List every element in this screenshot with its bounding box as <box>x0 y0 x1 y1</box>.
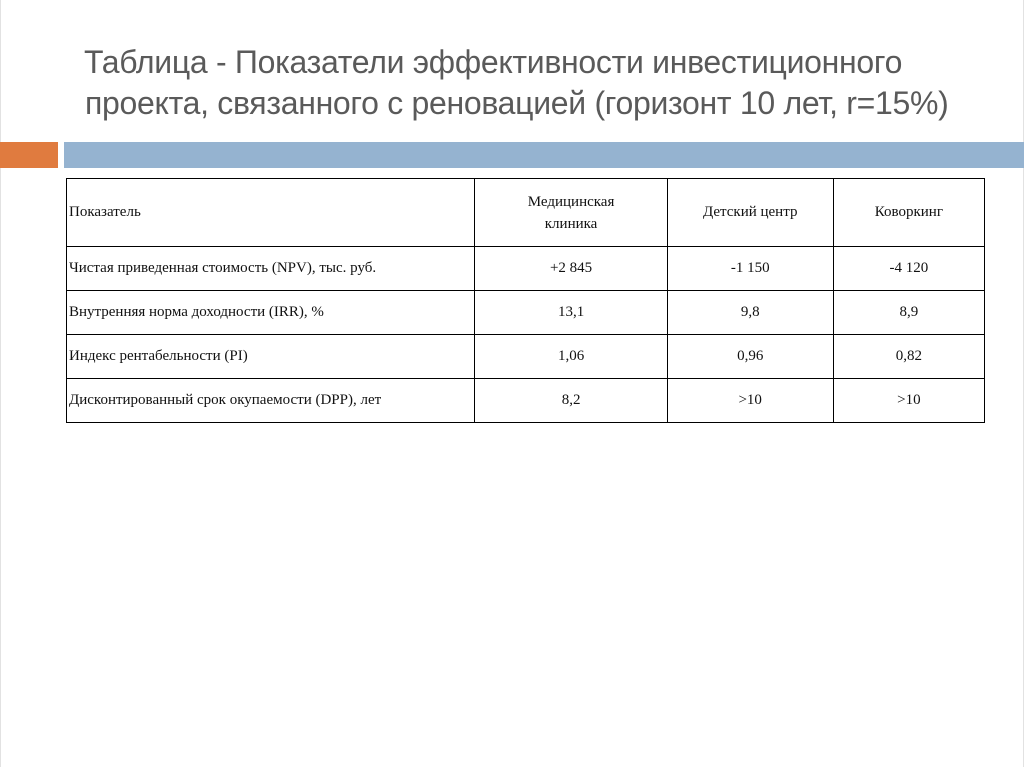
slide-border-left <box>0 0 1 767</box>
table-row <box>67 291 985 335</box>
header-medical-clinic <box>475 179 667 247</box>
row-npv-coworking: -4 120 <box>833 247 984 291</box>
row-pi-coworking: 0,82 <box>833 335 984 379</box>
row-irr-kids: 9,8 <box>667 291 833 335</box>
row-pi-clinic: 1,06 <box>475 335 667 379</box>
row-npv-clinic: +2 845 <box>475 247 667 291</box>
table-row <box>67 335 985 379</box>
row-irr-clinic: 13,1 <box>475 291 667 335</box>
accent-bar-blue <box>64 142 1024 168</box>
row-dpp-coworking: >10 <box>833 379 984 423</box>
slide-title-line-1: Таблица - Показатели эффективности инвестиционного <box>84 44 903 80</box>
table-row <box>67 247 985 291</box>
header-indicator: Показатель <box>67 179 475 247</box>
row-dpp-label: Дисконтированный срок окупаемости (DPP), лет <box>67 379 475 423</box>
row-irr-coworking: 8,9 <box>833 291 984 335</box>
row-pi-label: Индекс рентабельности (PI) <box>67 335 475 379</box>
row-npv-label: Чистая приведенная стоимость (NPV), тыс. руб. <box>67 247 475 291</box>
header-medical-clinic-text: Медицинская клиника <box>527 193 615 232</box>
row-pi-kids: 0,96 <box>667 335 833 379</box>
row-irr-label: Внутренняя норма доходности (IRR), % <box>67 291 475 335</box>
slide-title-line-2: проекта, связанного с реновацией (горизонт 10 лет, r=15%) <box>85 85 949 121</box>
accent-bar-orange <box>0 142 58 168</box>
table-header-row <box>67 179 985 247</box>
row-dpp-kids: >10 <box>667 379 833 423</box>
row-npv-kids: -1 150 <box>667 247 833 291</box>
slide-title <box>84 42 984 124</box>
header-coworking: Коворкинг <box>833 179 984 247</box>
efficiency-table <box>66 178 985 423</box>
header-kids-center: Детский центр <box>667 179 833 247</box>
table-row <box>67 379 985 423</box>
row-dpp-clinic: 8,2 <box>475 379 667 423</box>
